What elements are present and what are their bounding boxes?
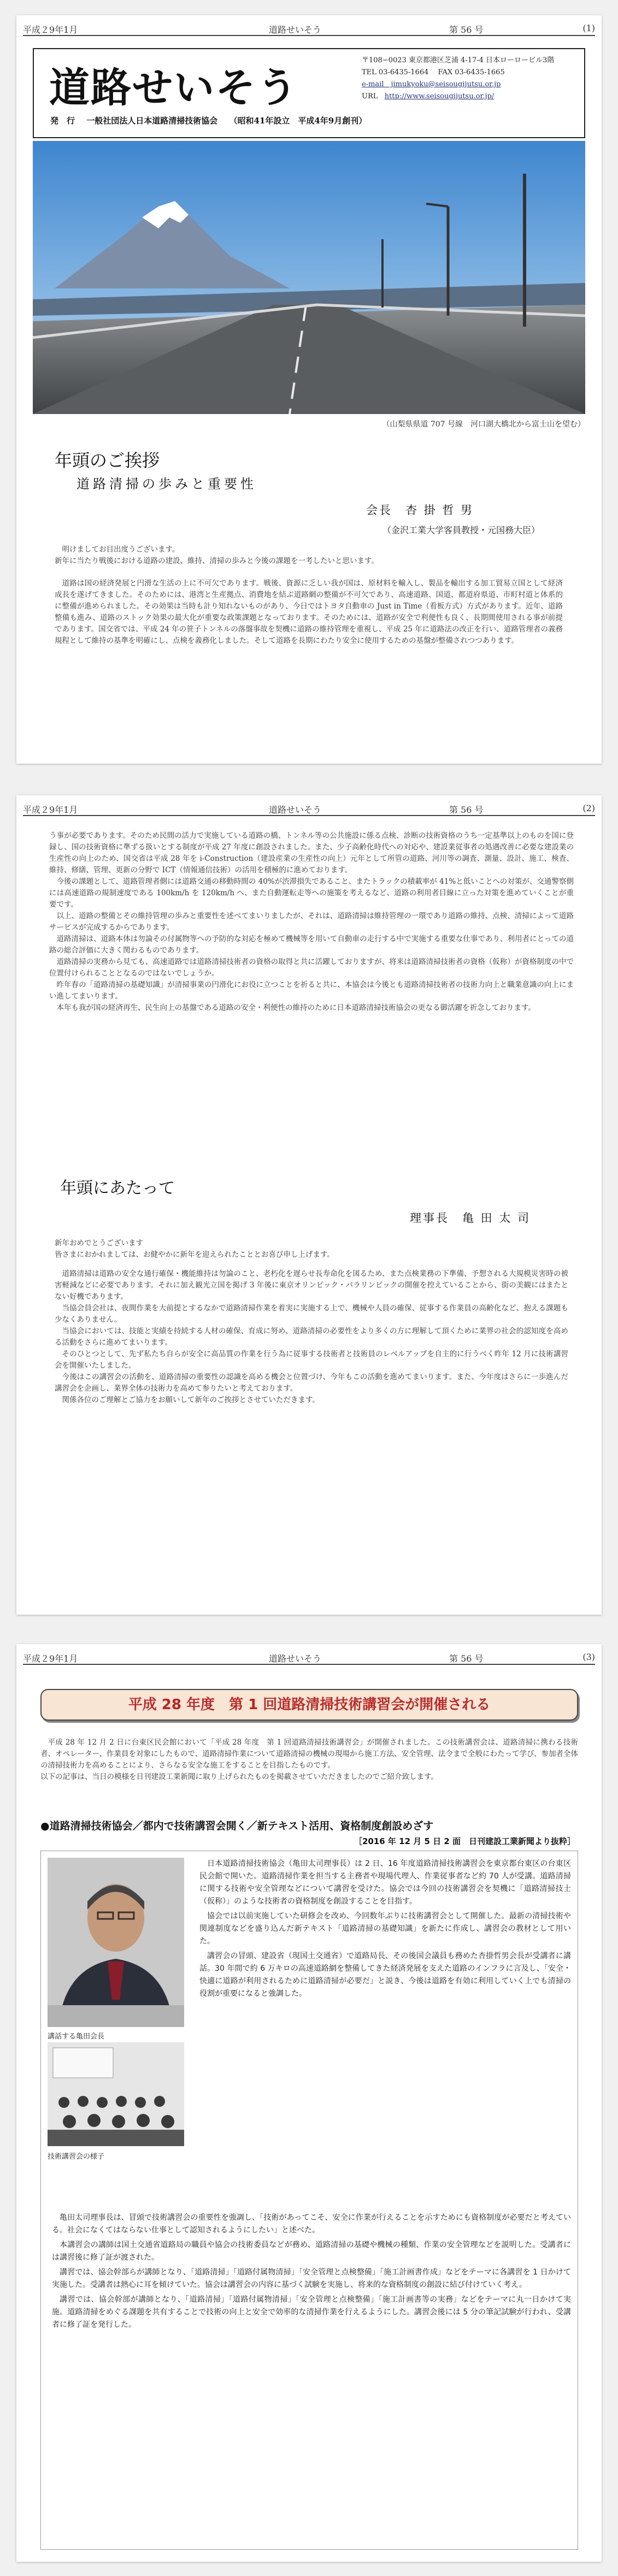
paragraph: 今後の課題として、道路管理者側には道路交通の移動時間の 40%が渋滞損失であること、またトラックの積載率が 41%と低いことへの対策が、交通警察側には高速道路の規制速度である 100km/h を 120km/h へ、また自動運転走等への施策を考えるなど、道路の利用者目線に立った対策を進めていくことが重要です。 bbox=[49, 877, 574, 909]
header-issue: 第 56 号 bbox=[449, 25, 484, 35]
paragraph: 関係各位のご理解とご協力をお願いして新年のご挨拶とさせていただきます。 bbox=[62, 1396, 320, 1404]
masthead-title: 道路せいそう bbox=[49, 64, 298, 111]
header-title: 道路せいそう bbox=[269, 1653, 322, 1664]
header-issue: 第 56 号 bbox=[449, 805, 484, 815]
seminar-audience-photo bbox=[48, 2042, 184, 2146]
paragraph: う事が必要であります。そのため民間の活力で実施している道路の橋、トンネル等の公共施設に係る点検、診断の技術資格のうち一定基準以上のものを国に登録し、国の技術資格に準ずる扱いとする制度が平成 27 年度に創設されました。また、少子高齢化時代への対応や、建設業従事者の処遇改善に必要な建設業の生産性の向上のため、国交省は平成 28 年を i-Construction（建設産業の生産性の向上）元年として所管の道路、河川等の調査、測量、設計、施工、検査、維持、修繕、管理、更新の分野で ICT（情報通信技術）の活用を積極的に進めております。 bbox=[49, 831, 574, 875]
paragraph: 講習会の冒頭、建設省（現国土交通省）で道路局長、その後国会議員も務めた杏掛哲男会長が受講者に講話。30 年間で約 6 万キロの高速道路網を整備してきた経済発展を支えた道路のインフラに言及し、「安全・快適に道路が利用されるために道路清掃が必要だ」と説き、今後は道路を有効に利用していく上でも清掃の役割が重要になると強調した。 bbox=[199, 1952, 571, 1998]
header-issue: 第 56 号 bbox=[449, 1653, 484, 1664]
greeting-text: 明けましてお目出度うございます。 新年に当たり戦後における道路の建設、維持、清掃の歩みと今後の課題を一考したいと思います。 bbox=[55, 545, 379, 565]
header-title: 道路せいそう bbox=[269, 25, 322, 35]
clip-headline: ●道路清掃技術協会／都内で技術講習会開く／新テキスト活用、資格制度創設めざす bbox=[40, 1820, 434, 1832]
article-title: 年頭のご挨拶 bbox=[55, 450, 160, 471]
header-date: 平成２9年1月 bbox=[23, 1653, 78, 1664]
header-page-number: (2) bbox=[582, 803, 595, 813]
paragraph: そのひとつとして、先ず私たち自らが安全に高品質の作業を行う為に従事する技術者と技術員のレベルアップを自主的に行うべく昨年 12 月に技術講習会を開催いたしました。 bbox=[55, 1350, 568, 1370]
chairman-portrait-photo bbox=[48, 1858, 184, 2027]
header-page-number: (3) bbox=[582, 1652, 595, 1662]
masthead-address: 〒108−0023 東京都港区芝浦 4-17-4 日本ローロービル3階 bbox=[362, 56, 555, 64]
page-header bbox=[23, 1651, 595, 1665]
masthead-publisher bbox=[50, 115, 375, 126]
paragraph: 本年も我が国の経済再生、民生向上の基盤である道路の安全・利便性の維持のために日本道路清掃技術協会の更なる御活躍を祈念しております。 bbox=[56, 1003, 535, 1012]
paragraph: 今後はこの講習会の活動を、道路清掃の重要性の認識を高める機会と位置づけ、今年もこの活動を進めてまいります。また、今年度はさらに一歩進んだ講習会を企画し、業界全体の技術力を高めて参りたいと考えております。 bbox=[55, 1373, 568, 1393]
masthead-url-link[interactable]: http://www.seisougijutsu.or.jp/ bbox=[384, 92, 495, 101]
continued-article bbox=[49, 830, 574, 1014]
paragraph: 亀田太司理事長は、冒頭で技術講習会の重要性を強調し、「技術があってこそ、安全に作業が行えることを示すためにも資格制度が必要だと考えている。社会になくてはならない仕事として認知されるようにしたい」と述べた。 bbox=[52, 2213, 571, 2235]
paragraph: 講習では、協会幹部らが講師となり、「道路清掃」「道路付属物清掃」「安全管理と点検整備」「施工計画書作成」などをテーマに各講習を 1 日かけて実施した。受講者は熱心に耳を傾けていた。協会は講習会の内容に基づく試験を実施し、将来的な資格制度の創設に結び付けていく考え。 bbox=[52, 2268, 571, 2289]
paragraph: 本講習会の講師は国土交通省道路局の職員や協会の技術委員などが務め、道路清掃の基礎や機械の種類、作業の安全管理などを説明した。受講者には講習後に修了証が渡された。 bbox=[52, 2241, 571, 2262]
article-author: 会長 杏 掛 哲 男 bbox=[366, 504, 474, 517]
header-date: 平成２9年1月 bbox=[23, 25, 78, 35]
newspaper-clipping bbox=[40, 1851, 578, 2550]
paragraph: 協会では以前実施していた研修会を改め、今回数年ぶりに技術講習会として開催した。最新の清掃技術や関連制度などを盛り込んだ新テキスト「道路清掃の基礎知識」を新たに作成し、講習会の教材として用いた。 bbox=[199, 1912, 571, 1946]
article-subtitle: 道路清掃の歩みと重要性 bbox=[76, 476, 257, 492]
article-author: 理事長 亀 田 太 司 bbox=[410, 1212, 531, 1225]
paragraph: 日本道路清掃技術協会（亀田太司理事長）は 2 日、16 年度道路清掃技術講習会を東京都台東区の台東区民会館で開いた。道路清掃作業を担当する主務者や現場代理人、作業従事者など約 70 人が受講。道路清掃に関する技術や安全管理などについて講習を受けた。協会では今回の技術講習会を契機に「道路清掃技士（仮称）」のような技術者の資格制度を創設することを目指す。 bbox=[199, 1859, 571, 1906]
clip-full-text bbox=[52, 2212, 571, 2333]
photo-caption: 技術講習会の様子 bbox=[48, 2153, 105, 2161]
page-3 bbox=[16, 1644, 602, 2562]
article-body bbox=[55, 1238, 568, 1406]
paragraph: 道路清掃は道路の安全な通行確保・機能維持は勿論のこと、老朽化を遅らせ長寿命化を図るため、また点検業務の下準備、予想される大規模災害時の被害軽減などに必要であります。それに加え観光立国を掲げ 3 年後に東京オリンピック・パラリンピックの開催を控えていることから、街の美観にはまたとない好機であります。 bbox=[55, 1269, 568, 1301]
paragraph: 以上、道路の整備とその維持管理の歩みと重要性を述べてまいりましたが、それは、道路清掃は維持管理の一環であり道路の維持、点検、清掃によって道路サービスが完成するからであります。 bbox=[49, 912, 574, 932]
paragraph: 当協会においては、技能と実績を持続する人材の確保、育成に努め、道路清掃の必要性をより多くの方に理解して頂くために業界の社会的認知度を高める活動をさらに進めてまいります。 bbox=[55, 1327, 568, 1347]
masthead-tel-fax: TEL 03-6435-1664 FAX 03-6435-1665 bbox=[362, 68, 505, 76]
page-1 bbox=[16, 15, 602, 764]
photo-caption: （山梨県県道 707 号線 河口湖大橋北から富士山を望む） bbox=[382, 420, 585, 429]
clip-source-date: ［2016 年 12 月 5 日 2 面 日刊建設工業新聞より抜粋］ bbox=[354, 1836, 575, 1846]
clip-column-text bbox=[199, 1858, 571, 2002]
masthead-contact bbox=[362, 55, 554, 103]
paragraph: 道路清掃の実務から見ても、高速道路では道路清掃技術者の資格の取得と共に活躍しておりますが、将来は道路清掃技術者の資格（仮称）が資格制度の中で位置付けられることとなるのではないでしょうか。 bbox=[49, 958, 574, 978]
mount-fuji-bridge-photo bbox=[33, 141, 585, 414]
photo-caption: 講話する亀田会長 bbox=[48, 2033, 105, 2041]
page-header bbox=[23, 802, 595, 816]
header-page-number: (1) bbox=[582, 23, 595, 33]
publisher-founded: （昭和41年設立 平成4年9月創刊） bbox=[229, 116, 367, 126]
paragraph: 当協会員会社は、夜間作業を大前提とするなかで道路清掃作業を着実に実施する上で、機械や人員の確保、従事する作業員の高齢化など、抱える課題も少なくありません。 bbox=[55, 1304, 568, 1324]
page-header bbox=[23, 22, 595, 36]
paragraph: 道路清掃は、道路本体は勿論その付属物等への予防的な対応を極めて機械等を用いて自動車の走行する中で実施する重要な仕事であり、利用者にとっての道路の総合評価に大きく関わるものであります。 bbox=[49, 935, 574, 955]
masthead bbox=[33, 48, 585, 138]
author-affiliation: （金沢工業大学客員教授・元国務大臣） bbox=[382, 525, 540, 535]
intro-text: 平成 28 年 12 月 2 日に台東区民会館において「平成 28 年度 第 1 回道路清掃技術講習会」が開催されました。この技術講習会は、道路清掃に携わる技術者、オペレーター、作業員を対象にしたもので、道路清掃作業について道路清掃の機械の現場から施工方法、安全管理、法令まで全般にわたって学び、参加者全体の清掃技術力を高めることにより、さらなる安全な施工をすることを目指したものです。 以下の記事は、当日の模様を日刊建設工業新聞に取り上げられたものを掲載させていただきましたのでご紹介致します。 bbox=[40, 1738, 578, 1781]
header-date: 平成２9年1月 bbox=[23, 805, 78, 815]
article-title: 年頭にあたって bbox=[60, 1179, 175, 1198]
greeting-text: 新年おめでとうございます 皆さまにおかれましては、お健やかに新年を迎えられたこととお喜び申し上げます。 bbox=[55, 1239, 334, 1259]
masthead-email[interactable]: e-mail jimukyoku@seisougijutsu.or.jp bbox=[362, 80, 501, 88]
paragraph: 昨年春の「道路清掃の基礎知識」が清掃事業の円滑化にお役に立つことを祈ると共に、本協会は今後とも道路清掃技術者の技術力向上と職業意識の向上にまい進してまいります。 bbox=[49, 980, 574, 1001]
header-title: 道路せいそう bbox=[269, 805, 322, 815]
publisher-name: 一般社団法人日本道路清掃技術協会 bbox=[86, 116, 218, 126]
paragraph: 講習では、協会幹部が講師となり、「道路清掃」「道路付属物清掃」「安全管理と点検整備」「施工計画書等の実務」などをテーマに丸一日かけて実施。道路清掃をめぐる課題を共有することで技術の向上と安全で効率的な清掃作業を行えるようにした。講習会後には 5 分の筆記試験が行われ、受講者に修了証を発行した。 bbox=[52, 2295, 571, 2329]
masthead-url-label: URL bbox=[362, 92, 378, 101]
article-body: 道路は国の経済発展と円滑な生活の上に不可欠であります。戦後、資源に乏しい我が国は、原材料を輸入し、製品を輸出する加工貿易立国として経済成長を遂げてきました。そのためには、港湾と生産拠点、消費地を結ぶ道路網の整備が不可欠であり、高速道路、国道、都道府県道、市町村道と体系的に整備が進められました。その効果は当時も計り知れないものがあり、今日ではトヨタ自動車の Just in Time（看板方式）方式があります。近年、道路整備も進み、道路のストック効果の最大化が重要な政策課題となっております。そのためには、道路が安全で利便性も良く、長期間使用される事が前提であります。国交省では、平成 24 年の笹子トンネルの落盤事故を契機に道路の維持管理を重視し、平成 25 年に道路法の改正を行い、道路管理者の義務規程として維持の基準を明確にし、点検を義務化しました。そして道路を長期にわたり安全に使用するための基盤が整備されつつあります。 bbox=[55, 579, 563, 645]
page-2 bbox=[16, 795, 602, 1615]
publisher-label: 発 行 bbox=[50, 116, 75, 126]
headline-banner: 平成 28 年度 第 1 回道路清掃技術講習会が開催される bbox=[40, 1689, 578, 1721]
